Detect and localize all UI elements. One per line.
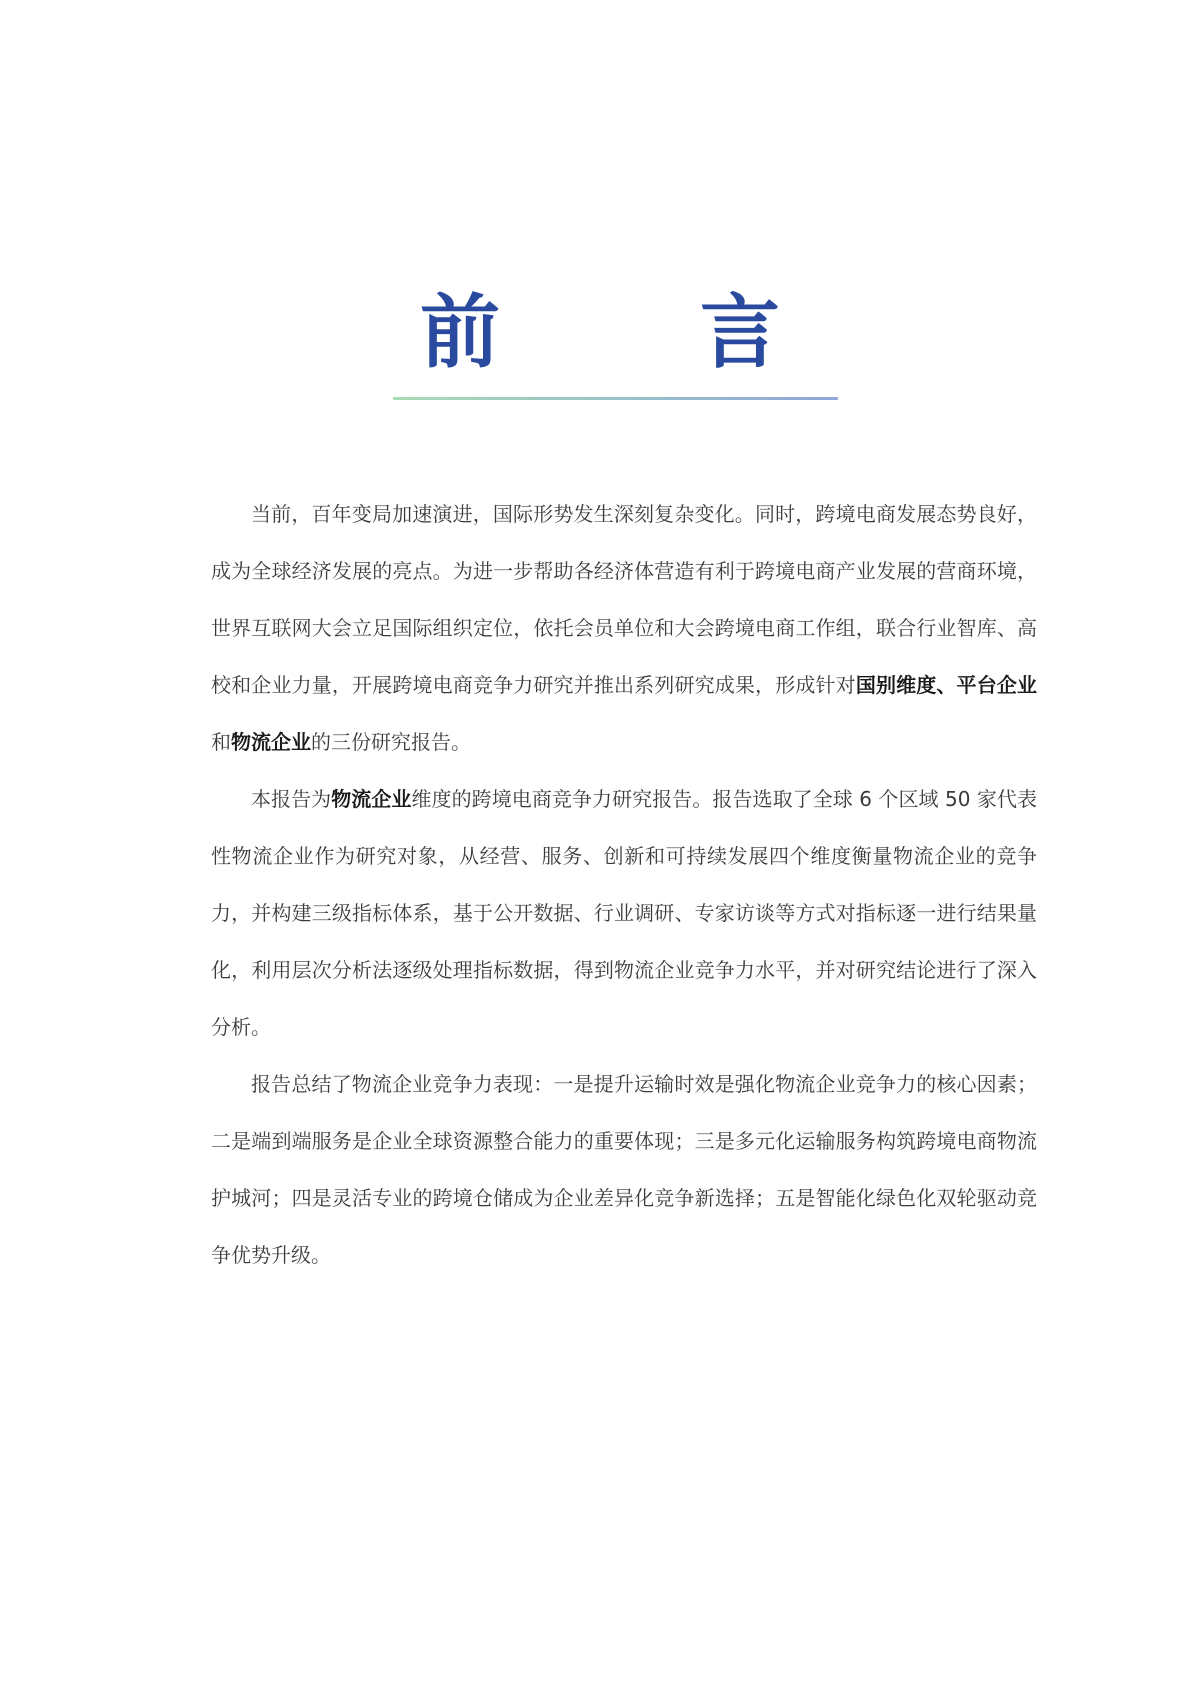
- paragraph-1: [211, 486, 1037, 771]
- page-title: 前 言: [420, 286, 840, 379]
- paragraph-3-text: 报告总结了物流企业竞争力表现：一是提升运输时效是强化物流企业竞争力的核心因素；二是端到端服务是企业全球资源整合能力的重要体现；三是多元化运输服务构筑跨境电商物流护城河；四是灵活专业的跨境仓储成为企业差异化竞争新选择；五是智能化绿色化双轮驱动竞争优势升级。: [211, 1072, 1037, 1267]
- paragraph-1-bold-country-platform: 国别维度、平台企业: [855, 673, 1038, 697]
- paragraph-3: [211, 1056, 1037, 1284]
- paragraph-1-text-a: 当前，百年变局加速演进，国际形势发生深刻复杂变化。同时，跨境电商发展态势良好，成为全球经济发展的亮点。为进一步帮助各经济体营造有利于跨境电商产业发展的营商环境，世界互联网大会立足国际组织定位，依托会员单位和大会跨境电商工作组，联合行业智库、高校和企业力量，开展跨境电商竞争力研究并推出系列研究成果，形成针对: [211, 502, 1037, 697]
- paragraph-2-text-a: 本报告为: [251, 787, 332, 811]
- paragraph-1-text-and: 和: [211, 730, 231, 754]
- paragraph-2-bold-logistics: 物流企业: [331, 787, 412, 811]
- paragraph-1-text-end: 的三份研究报告。: [311, 730, 471, 754]
- paragraph-2: [211, 771, 1037, 1056]
- title-divider: [393, 397, 838, 400]
- paragraph-2-text-rest: 维度的跨境电商竞争力研究报告。报告选取了全球 6 个区域 50 家代表性物流企业作为研究对象，从经营、服务、创新和可持续发展四个维度衡量物流企业的竞争力，并构建三级指标体系，基于公开数据、行业调研、专家访谈等方式对指标逐一进行结果量化，利用层次分析法逐级处理指标数据，得到物流企业竞争力水平，并对研究结论进行了深入分析。: [211, 787, 1038, 1039]
- paragraph-1-bold-logistics: 物流企业: [231, 730, 311, 754]
- body-text: [211, 486, 1037, 1284]
